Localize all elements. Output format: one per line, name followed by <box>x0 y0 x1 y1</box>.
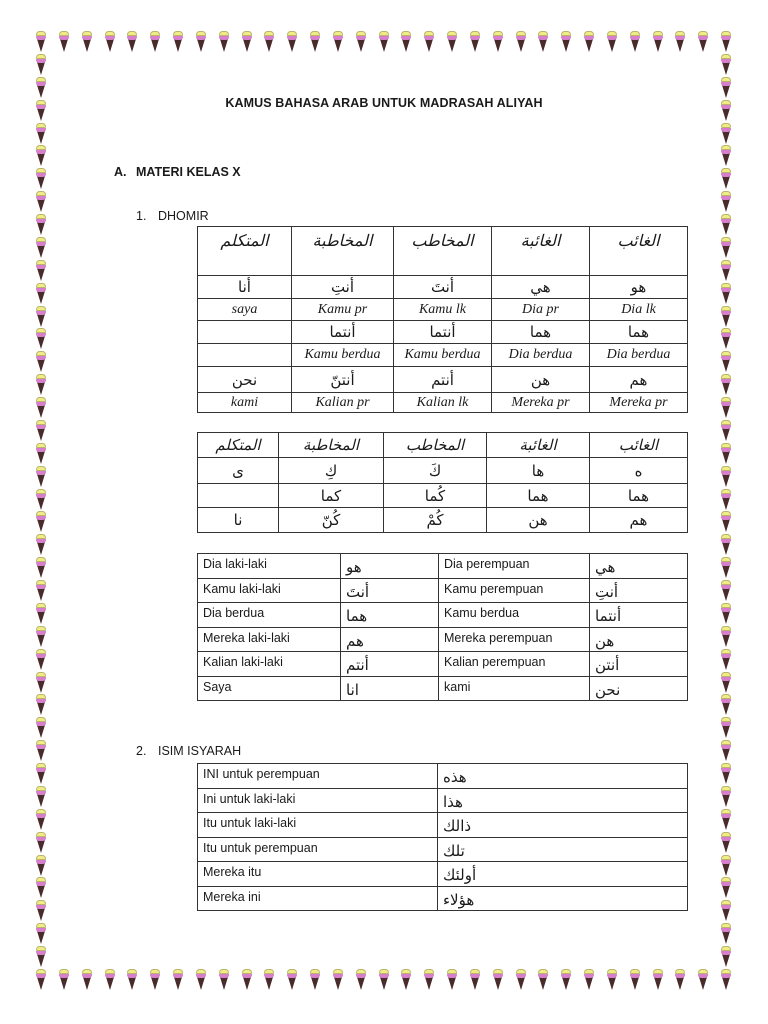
table-cell: كَ <box>384 458 487 484</box>
table-cell: ى <box>198 458 279 484</box>
ice-cream-cone-icon <box>195 969 207 991</box>
ice-cream-cone-icon <box>720 260 732 282</box>
ice-cream-cone-icon <box>515 969 527 991</box>
table-row <box>198 603 688 628</box>
ice-cream-cone-icon <box>720 969 732 991</box>
header-cell: المتكلم <box>198 433 279 458</box>
table-cell: كُما <box>384 484 487 508</box>
ice-cream-cone-icon <box>35 672 47 694</box>
ice-cream-cone-icon <box>629 31 641 53</box>
ice-cream-cone-icon <box>720 511 732 533</box>
ice-cream-cone-icon <box>537 31 549 53</box>
table-row <box>198 344 688 367</box>
ice-cream-cone-icon <box>332 31 344 53</box>
header-cell: المخاطب <box>384 433 487 458</box>
ice-cream-cone-icon <box>35 214 47 236</box>
ice-cream-cone-icon <box>309 969 321 991</box>
table-cell: أنتَ <box>394 276 492 299</box>
ice-cream-cone-icon <box>35 649 47 671</box>
ice-cream-cone-icon <box>560 31 572 53</box>
table-row <box>198 652 688 677</box>
ice-cream-cone-icon <box>492 969 504 991</box>
subsection-label: ISIM ISYARAH <box>158 744 242 758</box>
ice-cream-cone-icon <box>355 969 367 991</box>
table-cell: ها <box>487 458 590 484</box>
ice-cream-cone-icon <box>35 328 47 350</box>
ice-cream-cone-icon <box>35 763 47 785</box>
ice-cream-cone-icon <box>720 855 732 877</box>
table-cell: كُنّ <box>279 508 384 533</box>
header-cell: الغائب <box>590 227 688 276</box>
ice-cream-cone-icon <box>241 969 253 991</box>
ice-cream-cone-icon <box>332 969 344 991</box>
ice-cream-cone-icon <box>35 740 47 762</box>
table-cell <box>590 578 688 603</box>
ice-cream-cone-icon <box>720 763 732 785</box>
table-header-row <box>198 433 688 458</box>
ice-cream-cone-icon <box>537 969 549 991</box>
ice-cream-cone-icon <box>423 969 435 991</box>
ice-cream-cone-icon <box>400 969 412 991</box>
subsection-heading-dhomir <box>136 209 209 223</box>
ice-cream-cone-icon <box>492 31 504 53</box>
arabic-text: هم <box>346 631 364 650</box>
ice-cream-cone-icon <box>720 580 732 602</box>
header-cell: الغائبة <box>492 227 590 276</box>
ice-cream-cone-icon <box>720 649 732 671</box>
table-cell: INI untuk perempuan <box>198 764 438 789</box>
table-cell <box>590 627 688 652</box>
arabic-text: أنتما <box>595 607 622 625</box>
table-cell: Dia pr <box>492 299 590 321</box>
ice-cream-cone-icon <box>720 397 732 419</box>
table-cell: نا <box>198 508 279 533</box>
ice-cream-cone-icon <box>720 443 732 465</box>
table-row <box>198 627 688 652</box>
table-cell: kami <box>198 393 292 413</box>
subsection-marker: 2. <box>136 744 147 758</box>
ice-cream-cone-icon <box>35 397 47 419</box>
ice-cream-cone-icon <box>720 557 732 579</box>
dhomir-table <box>197 226 688 413</box>
table-cell: أنتم <box>394 367 492 393</box>
ice-cream-cone-icon <box>35 557 47 579</box>
table-cell: Kalian laki-laki <box>198 652 341 677</box>
ice-cream-cone-icon <box>720 283 732 305</box>
ice-cream-cone-icon <box>35 511 47 533</box>
ice-cream-cone-icon <box>35 534 47 556</box>
table-cell: Dia laki-laki <box>198 554 341 579</box>
ice-cream-cone-icon <box>58 31 70 53</box>
table-cell: Dia berdua <box>492 344 590 367</box>
ice-cream-cone-icon <box>35 443 47 465</box>
ice-cream-cone-icon <box>172 31 184 53</box>
header-cell: الغائب <box>590 433 688 458</box>
ice-cream-cone-icon <box>720 214 732 236</box>
arabic-text: هو <box>346 558 362 576</box>
ice-cream-cone-icon <box>720 54 732 76</box>
ice-cream-cone-icon <box>35 466 47 488</box>
table-cell <box>341 627 439 652</box>
ice-cream-cone-icon <box>378 31 390 53</box>
table-row <box>198 321 688 344</box>
ice-cream-cone-icon <box>35 374 47 396</box>
table-cell: Mereka pr <box>492 393 590 413</box>
table-cell: Ini untuk laki-laki <box>198 788 438 813</box>
arabic-text: أنتن <box>595 656 620 674</box>
ice-cream-cone-icon <box>720 946 732 968</box>
arabic-text: هي <box>595 558 616 576</box>
arabic-text: أولئك <box>443 866 477 884</box>
ice-cream-cone-icon <box>35 786 47 808</box>
table-row <box>198 837 688 862</box>
ice-cream-cone-icon <box>81 31 93 53</box>
arabic-text: أنتَ <box>346 582 370 601</box>
ice-cream-cone-icon <box>218 31 230 53</box>
ice-cream-cone-icon <box>720 306 732 328</box>
ice-cream-cone-icon <box>720 694 732 716</box>
section-marker: A. <box>114 165 127 179</box>
table-header-row <box>198 227 688 276</box>
ice-cream-cone-icon <box>720 351 732 373</box>
ice-cream-cone-icon <box>104 969 116 991</box>
ice-cream-cone-icon <box>355 31 367 53</box>
table-cell: Kalian perempuan <box>439 652 590 677</box>
table-cell: هن <box>492 367 590 393</box>
ice-cream-cone-icon <box>423 31 435 53</box>
table-cell <box>590 676 688 701</box>
ice-cream-cone-icon <box>720 168 732 190</box>
table-cell: Kamu laki-laki <box>198 578 341 603</box>
arabic-text: هما <box>346 607 368 625</box>
ice-cream-cone-icon <box>652 969 664 991</box>
ice-cream-cone-icon <box>35 31 47 53</box>
ice-cream-cone-icon <box>35 694 47 716</box>
arabic-text: انا <box>346 680 359 699</box>
ice-cream-cone-icon <box>720 740 732 762</box>
table-row <box>198 578 688 603</box>
ice-cream-cone-icon <box>35 237 47 259</box>
ice-cream-cone-icon <box>35 877 47 899</box>
table-cell: هما <box>487 484 590 508</box>
table-cell: Kamu berdua <box>394 344 492 367</box>
table-cell <box>438 788 688 813</box>
table-cell: كما <box>279 484 384 508</box>
ice-cream-cone-icon <box>560 969 572 991</box>
table-cell <box>438 886 688 911</box>
table-cell: Dia lk <box>590 299 688 321</box>
ice-cream-cone-icon <box>720 786 732 808</box>
table-cell: Kamu lk <box>394 299 492 321</box>
ice-cream-cone-icon <box>35 832 47 854</box>
table-cell: نحن <box>198 367 292 393</box>
arabic-text: أنتم <box>346 656 369 674</box>
table-row <box>198 393 688 413</box>
ice-cream-cone-icon <box>720 603 732 625</box>
table-cell: أنتِ <box>292 276 394 299</box>
table-cell: Mereka pr <box>590 393 688 413</box>
table-cell: هما <box>590 321 688 344</box>
ice-cream-cone-icon <box>35 168 47 190</box>
ice-cream-cone-icon <box>378 969 390 991</box>
ice-cream-cone-icon <box>35 54 47 76</box>
table-row <box>198 788 688 813</box>
table-cell <box>341 652 439 677</box>
ice-cream-cone-icon <box>720 717 732 739</box>
ice-cream-cone-icon <box>720 420 732 442</box>
ice-cream-cone-icon <box>218 969 230 991</box>
ice-cream-cone-icon <box>720 328 732 350</box>
table-row <box>198 299 688 321</box>
ice-cream-cone-icon <box>172 969 184 991</box>
ice-cream-cone-icon <box>263 969 275 991</box>
table-row <box>198 862 688 887</box>
subsection-label: DHOMIR <box>158 209 209 223</box>
ice-cream-cone-icon <box>195 31 207 53</box>
ice-cream-cone-icon <box>606 969 618 991</box>
arabic-text: هؤلاء <box>443 890 475 909</box>
ice-cream-cone-icon <box>720 832 732 854</box>
ice-cream-cone-icon <box>35 809 47 831</box>
ice-cream-cone-icon <box>35 145 47 167</box>
ice-cream-cone-icon <box>720 900 732 922</box>
ice-cream-cone-icon <box>81 969 93 991</box>
ice-cream-cone-icon <box>241 31 253 53</box>
table-cell: كُمْ <box>384 508 487 533</box>
table-cell: kami <box>439 676 590 701</box>
table-cell: Dia berdua <box>590 344 688 367</box>
ice-cream-cone-icon <box>35 123 47 145</box>
ice-cream-cone-icon <box>446 969 458 991</box>
table-cell <box>341 603 439 628</box>
table-cell <box>341 554 439 579</box>
table-cell: هما <box>492 321 590 344</box>
table-cell: Kamu pr <box>292 299 394 321</box>
table-cell: Kalian lk <box>394 393 492 413</box>
ice-cream-cone-icon <box>469 31 481 53</box>
table-cell: Itu untuk laki-laki <box>198 813 438 838</box>
table-cell: Mereka laki-laki <box>198 627 341 652</box>
table-cell <box>341 676 439 701</box>
table-row <box>198 554 688 579</box>
table-cell: Kamu berdua <box>292 344 394 367</box>
table-cell: أنا <box>198 276 292 299</box>
ice-cream-cone-icon <box>126 969 138 991</box>
ice-cream-cone-icon <box>35 580 47 602</box>
ice-cream-cone-icon <box>720 626 732 648</box>
ice-cream-cone-icon <box>469 969 481 991</box>
isim-isyarah-table <box>197 763 688 911</box>
table-cell: Kamu berdua <box>439 603 590 628</box>
ice-cream-cone-icon <box>515 31 527 53</box>
arabic-text: هذه <box>443 768 467 786</box>
ice-cream-cone-icon <box>35 946 47 968</box>
ice-cream-cone-icon <box>35 351 47 373</box>
arabic-text: نحن <box>595 680 621 699</box>
ice-cream-cone-icon <box>720 877 732 899</box>
table-cell <box>438 764 688 789</box>
table-row <box>198 764 688 789</box>
ice-cream-cone-icon <box>629 969 641 991</box>
ice-cream-cone-icon <box>35 855 47 877</box>
header-cell: المخاطبة <box>279 433 384 458</box>
ice-cream-cone-icon <box>606 31 618 53</box>
ice-cream-cone-icon <box>35 489 47 511</box>
ice-cream-cone-icon <box>674 969 686 991</box>
table-cell: هم <box>590 367 688 393</box>
arabic-text: هن <box>595 631 615 650</box>
ice-cream-cone-icon <box>720 123 732 145</box>
table-cell: أنتما <box>394 321 492 344</box>
ice-cream-cone-icon <box>35 626 47 648</box>
ice-cream-cone-icon <box>583 31 595 53</box>
table-cell: هي <box>492 276 590 299</box>
ice-cream-cone-icon <box>720 191 732 213</box>
ice-cream-cone-icon <box>35 717 47 739</box>
ice-cream-cone-icon <box>104 31 116 53</box>
ice-cream-cone-icon <box>35 283 47 305</box>
ice-cream-cone-icon <box>35 420 47 442</box>
dhomir-suffix-table <box>197 432 688 533</box>
ice-cream-cone-icon <box>400 31 412 53</box>
table-cell <box>438 862 688 887</box>
table-cell: هو <box>590 276 688 299</box>
ice-cream-cone-icon <box>35 900 47 922</box>
ice-cream-cone-icon <box>35 260 47 282</box>
table-cell <box>198 344 292 367</box>
ice-cream-cone-icon <box>286 969 298 991</box>
ice-cream-cone-icon <box>674 31 686 53</box>
arabic-text: هذا <box>443 792 463 811</box>
table-row <box>198 508 688 533</box>
table-row <box>198 484 688 508</box>
table-row <box>198 886 688 911</box>
table-row <box>198 367 688 393</box>
section-label: MATERI KELAS X <box>136 165 241 179</box>
ice-cream-cone-icon <box>35 923 47 945</box>
table-cell: Kamu perempuan <box>439 578 590 603</box>
arabic-text: تلك <box>443 841 465 860</box>
ice-cream-cone-icon <box>149 31 161 53</box>
table-cell <box>341 578 439 603</box>
ice-cream-cone-icon <box>720 672 732 694</box>
ice-cream-cone-icon <box>720 534 732 556</box>
ice-cream-cone-icon <box>720 489 732 511</box>
table-row <box>198 813 688 838</box>
ice-cream-cone-icon <box>35 191 47 213</box>
table-cell: أنتنّ <box>292 367 394 393</box>
ice-cream-cone-icon <box>652 31 664 53</box>
ice-cream-cone-icon <box>697 969 709 991</box>
ice-cream-cone-icon <box>720 374 732 396</box>
table-cell: هن <box>487 508 590 533</box>
table-cell: Dia perempuan <box>439 554 590 579</box>
ice-cream-cone-icon <box>149 969 161 991</box>
header-cell: الغائبة <box>487 433 590 458</box>
ice-cream-cone-icon <box>35 306 47 328</box>
table-row <box>198 276 688 299</box>
table-cell: Mereka perempuan <box>439 627 590 652</box>
ice-cream-cone-icon <box>126 31 138 53</box>
table-cell: هم <box>590 508 688 533</box>
ice-cream-cone-icon <box>35 603 47 625</box>
ice-cream-cone-icon <box>58 969 70 991</box>
arabic-text: ذالك <box>443 817 472 835</box>
table-cell <box>198 484 279 508</box>
ice-cream-cone-icon <box>720 237 732 259</box>
ice-cream-cone-icon <box>720 466 732 488</box>
table-cell: هما <box>590 484 688 508</box>
ice-cream-cone-icon <box>35 969 47 991</box>
ice-cream-cone-icon <box>720 923 732 945</box>
table-cell <box>198 321 292 344</box>
ice-cream-cone-icon <box>720 31 732 53</box>
table-cell: Mereka ini <box>198 886 438 911</box>
ice-cream-cone-icon <box>446 31 458 53</box>
dhomir-meaning-table <box>197 553 688 701</box>
section-heading-a <box>114 165 241 179</box>
table-cell <box>590 554 688 579</box>
subsection-heading-isim-isyarah <box>136 744 241 758</box>
ice-cream-cone-icon <box>583 969 595 991</box>
table-row <box>198 676 688 701</box>
subsection-marker: 1. <box>136 209 147 223</box>
header-cell: المخاطبة <box>292 227 394 276</box>
table-cell <box>590 603 688 628</box>
table-cell <box>590 652 688 677</box>
ice-cream-cone-icon <box>286 31 298 53</box>
ice-cream-cone-icon <box>309 31 321 53</box>
table-cell: Mereka itu <box>198 862 438 887</box>
ice-cream-cone-icon <box>720 809 732 831</box>
table-cell: Itu untuk perempuan <box>198 837 438 862</box>
ice-cream-cone-icon <box>263 31 275 53</box>
table-cell: Saya <box>198 676 341 701</box>
header-cell: المتكلم <box>198 227 292 276</box>
table-cell: أنتما <box>292 321 394 344</box>
table-cell: كِ <box>279 458 384 484</box>
table-cell: ه <box>590 458 688 484</box>
document-title: KAMUS BAHASA ARAB UNTUK MADRASAH ALIYAH <box>225 96 543 110</box>
table-cell: Kalian pr <box>292 393 394 413</box>
table-cell: saya <box>198 299 292 321</box>
table-cell <box>438 837 688 862</box>
arabic-text: أنتِ <box>595 582 619 601</box>
ice-cream-cone-icon <box>720 145 732 167</box>
ice-cream-cone-icon <box>697 31 709 53</box>
table-cell <box>438 813 688 838</box>
table-cell: Dia berdua <box>198 603 341 628</box>
header-cell: المخاطب <box>394 227 492 276</box>
table-row <box>198 458 688 484</box>
